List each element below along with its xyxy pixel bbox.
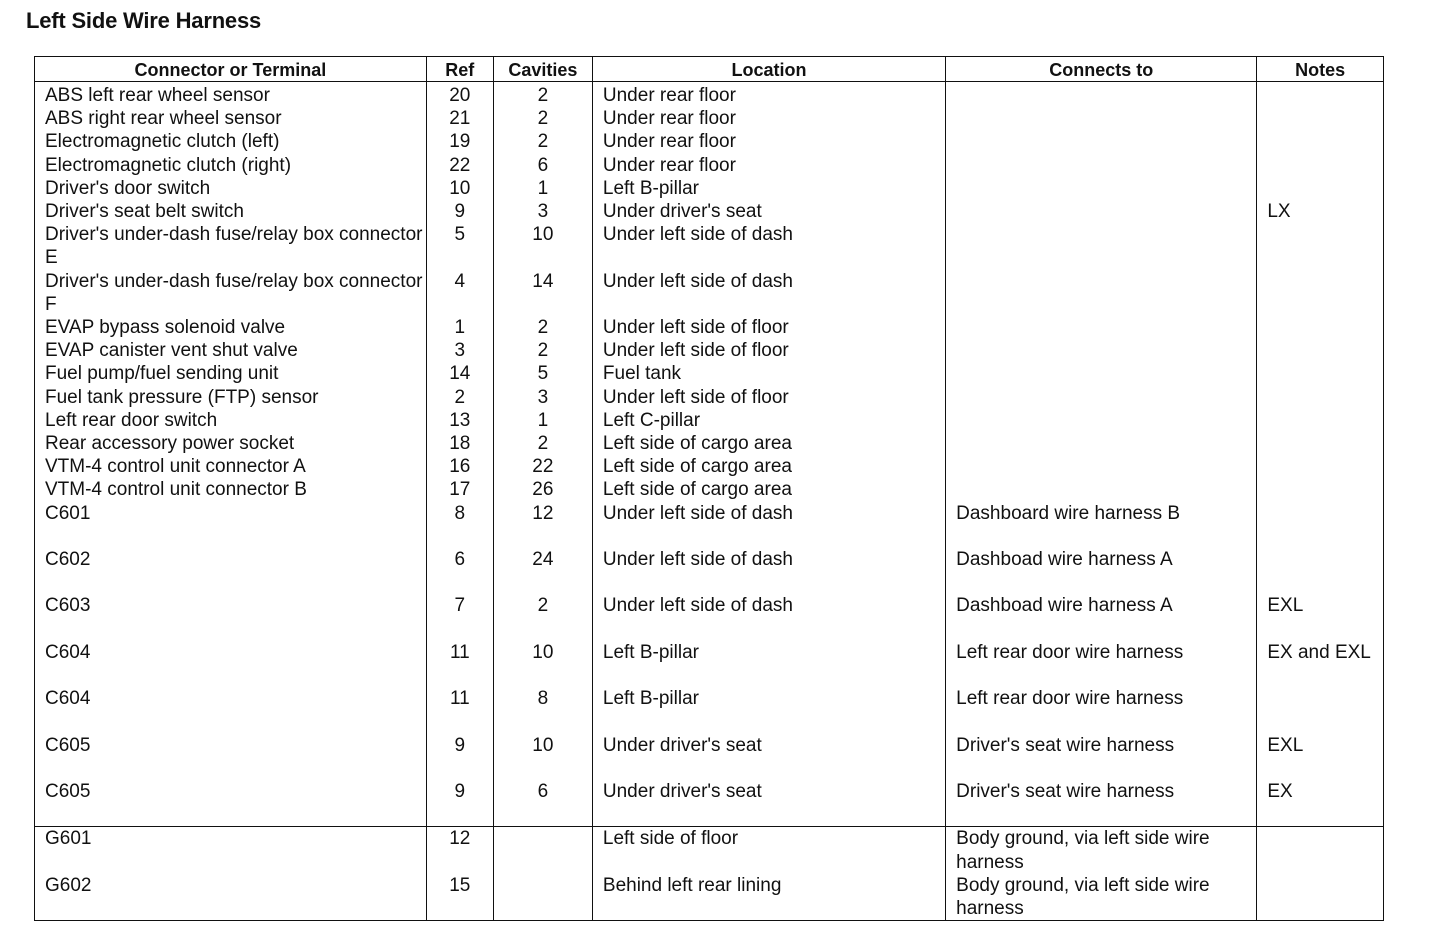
location-cell: Under left side of floor xyxy=(592,386,945,409)
notes-cell xyxy=(1257,339,1383,362)
cavities-cell: 8 xyxy=(493,687,592,733)
connects-to-cell: Body ground, via left side wire harness xyxy=(946,874,1257,920)
notes-cell xyxy=(1257,270,1383,316)
cavities-cell: 12 xyxy=(493,502,592,548)
header-connector: Connector or Terminal xyxy=(35,57,426,82)
notes-cell xyxy=(1257,223,1383,269)
location-cell: Under driver's seat xyxy=(592,734,945,780)
ref-cell: 15 xyxy=(426,874,493,920)
ref-cell: 6 xyxy=(426,548,493,594)
connector-cell: G601 xyxy=(35,827,426,874)
notes-cell: EXL xyxy=(1257,594,1383,640)
connects-to-cell xyxy=(946,82,1257,108)
ref-cell: 20 xyxy=(426,82,493,108)
cavities-cell: 2 xyxy=(493,316,592,339)
ref-cell: 11 xyxy=(426,687,493,733)
connects-to-cell: Dashboard wire harness B xyxy=(946,502,1257,548)
table-row xyxy=(35,154,1383,177)
table-row xyxy=(35,455,1383,478)
table-row xyxy=(35,130,1383,153)
connector-cell: Electromagnetic clutch (left) xyxy=(45,131,280,153)
connects-to-cell xyxy=(946,130,1257,153)
cavities-cell: 24 xyxy=(493,548,592,594)
notes-cell xyxy=(1257,130,1383,153)
ref-cell: 3 xyxy=(426,339,493,362)
ref-cell: 16 xyxy=(426,455,493,478)
notes-cell: EX xyxy=(1257,780,1383,827)
table-row xyxy=(35,687,1383,733)
ref-cell: 8 xyxy=(426,502,493,548)
table-row xyxy=(35,780,1383,827)
location-cell: Under driver's seat xyxy=(592,200,945,223)
ref-cell: 5 xyxy=(426,223,493,269)
ref-cell: 2 xyxy=(426,386,493,409)
ref-cell: 18 xyxy=(426,432,493,455)
location-cell: Fuel tank xyxy=(592,362,945,385)
cavities-cell: 2 xyxy=(493,339,592,362)
connector-cell: ABS right rear wheel sensor xyxy=(45,108,282,130)
connects-to-cell xyxy=(946,362,1257,385)
cavities-cell: 5 xyxy=(493,362,592,385)
connector-cell: G602 xyxy=(45,874,92,896)
connector-cell: EVAP canister vent shut valve xyxy=(45,340,298,362)
cavities-cell: 2 xyxy=(493,594,592,640)
connector-cell: EVAP bypass solenoid valve xyxy=(45,317,286,339)
connector-cell: VTM-4 control unit connector A xyxy=(45,456,306,478)
notes-cell xyxy=(1257,154,1383,177)
connector-cell: Rear accessory power socket xyxy=(45,433,295,455)
connector-cell: VTM-4 control unit connector B xyxy=(45,479,307,501)
ref-cell: 9 xyxy=(426,734,493,780)
cavities-cell: 6 xyxy=(493,780,592,827)
table-row xyxy=(35,409,1383,432)
connects-to-cell xyxy=(946,432,1257,455)
table-row xyxy=(35,316,1383,339)
notes-cell xyxy=(1257,362,1383,385)
ref-cell: 1 xyxy=(426,316,493,339)
table-row xyxy=(35,177,1383,200)
ref-cell: 9 xyxy=(426,780,493,827)
connector-cell: C602 xyxy=(45,549,91,571)
location-cell: Under left side of dash xyxy=(592,548,945,594)
table-row xyxy=(35,386,1383,409)
connects-to-cell xyxy=(946,154,1257,177)
location-cell: Under left side of dash xyxy=(592,502,945,548)
cavities-cell: 10 xyxy=(493,734,592,780)
cavities-cell: 14 xyxy=(493,270,592,316)
ref-cell: 4 xyxy=(426,270,493,316)
notes-cell xyxy=(1257,177,1383,200)
cavities-cell: 10 xyxy=(493,641,592,687)
connects-to-cell xyxy=(946,270,1257,316)
table-row xyxy=(35,548,1383,594)
connects-to-cell: Body ground, via left side wire harness xyxy=(946,827,1257,874)
table-row xyxy=(35,339,1383,362)
notes-cell xyxy=(1257,502,1383,548)
location-cell: Under left side of floor xyxy=(592,339,945,362)
cavities-cell: 3 xyxy=(493,386,592,409)
ref-cell: 19 xyxy=(426,130,493,153)
location-cell: Under rear floor xyxy=(592,82,945,108)
location-cell: Left side of cargo area xyxy=(592,455,945,478)
notes-cell: EXL xyxy=(1257,734,1383,780)
connects-to-cell xyxy=(946,223,1257,269)
header-connects-to: Connects to xyxy=(946,57,1257,82)
connects-to-cell: Left rear door wire harness xyxy=(946,687,1257,733)
connects-to-cell xyxy=(946,339,1257,362)
location-cell: Left side of floor xyxy=(592,827,945,874)
table-row xyxy=(35,641,1383,687)
table-row xyxy=(35,874,1383,920)
table-row xyxy=(35,827,1383,874)
notes-cell xyxy=(1257,386,1383,409)
cavities-cell xyxy=(493,827,592,874)
connector-cell: Driver's door switch xyxy=(45,177,211,199)
connector-cell: C601 xyxy=(45,502,91,524)
table-row xyxy=(35,734,1383,780)
cavities-cell: 3 xyxy=(493,200,592,223)
connector-cell: C604 xyxy=(45,641,91,663)
notes-cell xyxy=(1257,687,1383,733)
connector-cell: ABS left rear wheel sensor xyxy=(45,85,270,106)
header-location: Location xyxy=(592,57,945,82)
cavities-cell: 26 xyxy=(493,478,592,501)
notes-cell xyxy=(1257,874,1383,920)
connects-to-cell xyxy=(946,386,1257,409)
ref-cell: 10 xyxy=(426,177,493,200)
notes-cell xyxy=(1257,827,1383,874)
connects-to-cell: Driver's seat wire harness xyxy=(946,780,1257,827)
cavities-cell xyxy=(493,874,592,920)
table-row xyxy=(35,82,1383,108)
location-cell: Under left side of dash xyxy=(592,270,945,316)
harness-table xyxy=(34,56,1384,921)
cavities-cell: 1 xyxy=(493,177,592,200)
location-cell: Left side of cargo area xyxy=(592,478,945,501)
ref-cell: 22 xyxy=(426,154,493,177)
connects-to-cell xyxy=(946,107,1257,130)
table-row xyxy=(35,107,1383,130)
header-row xyxy=(35,57,1383,82)
notes-cell: LX xyxy=(1257,200,1383,223)
connector-cell: Fuel pump/fuel sending unit xyxy=(45,363,279,385)
ref-cell: 11 xyxy=(426,641,493,687)
connector-cell: Driver's under-dash fuse/relay box connector F xyxy=(45,270,423,315)
cavities-cell: 22 xyxy=(493,455,592,478)
table-row xyxy=(35,432,1383,455)
connects-to-cell xyxy=(946,177,1257,200)
location-cell: Left B-pillar xyxy=(592,687,945,733)
connects-to-cell xyxy=(946,200,1257,223)
cavities-cell: 1 xyxy=(493,409,592,432)
location-cell: Under left side of floor xyxy=(592,316,945,339)
connects-to-cell: Driver's seat wire harness xyxy=(946,734,1257,780)
connector-cell: Electromagnetic clutch (right) xyxy=(45,154,292,176)
connector-cell: C603 xyxy=(45,595,91,617)
table-row xyxy=(35,200,1383,223)
cavities-cell: 2 xyxy=(493,130,592,153)
connects-to-cell xyxy=(946,478,1257,501)
connects-to-cell xyxy=(946,316,1257,339)
table-row xyxy=(35,362,1383,385)
location-cell: Under driver's seat xyxy=(592,780,945,827)
notes-cell xyxy=(1257,409,1383,432)
location-cell: Under rear floor xyxy=(592,107,945,130)
location-cell: Left B-pillar xyxy=(592,177,945,200)
location-cell: Left side of cargo area xyxy=(592,432,945,455)
location-cell: Under rear floor xyxy=(592,130,945,153)
notes-cell xyxy=(1257,548,1383,594)
ref-cell: 7 xyxy=(426,594,493,640)
connector-cell: C605 xyxy=(45,781,91,802)
ref-cell: 13 xyxy=(426,409,493,432)
page-title: Left Side Wire Harness xyxy=(26,8,262,33)
ref-cell: 9 xyxy=(426,200,493,223)
connects-to-cell xyxy=(946,409,1257,432)
connector-cell: C604 xyxy=(45,688,91,710)
notes-cell xyxy=(1257,432,1383,455)
location-cell: Under rear floor xyxy=(592,154,945,177)
connector-cell: Left rear door switch xyxy=(45,409,218,431)
cavities-cell: 10 xyxy=(493,223,592,269)
location-cell: Under left side of dash xyxy=(592,594,945,640)
cavities-cell: 6 xyxy=(493,154,592,177)
header-notes: Notes xyxy=(1257,57,1383,82)
cavities-cell: 2 xyxy=(493,82,592,108)
table-row xyxy=(35,594,1383,640)
header-cavities: Cavities xyxy=(493,57,592,82)
notes-cell xyxy=(1257,478,1383,501)
header-ref: Ref xyxy=(426,57,493,82)
connects-to-cell: Dashboad wire harness A xyxy=(946,594,1257,640)
notes-cell xyxy=(1257,455,1383,478)
cavities-cell: 2 xyxy=(493,432,592,455)
connects-to-cell: Dashboad wire harness A xyxy=(946,548,1257,594)
connector-cell: Fuel tank pressure (FTP) sensor xyxy=(45,386,319,408)
connects-to-cell: Left rear door wire harness xyxy=(946,641,1257,687)
notes-cell: EX and EXL xyxy=(1257,641,1383,687)
ref-cell: 12 xyxy=(426,827,493,874)
ref-cell: 21 xyxy=(426,107,493,130)
cavities-cell: 2 xyxy=(493,107,592,130)
connector-cell: Driver's under-dash fuse/relay box connector E xyxy=(45,224,423,269)
ref-cell: 14 xyxy=(426,362,493,385)
connector-cell: C605 xyxy=(45,734,91,756)
location-cell: Under left side of dash xyxy=(592,223,945,269)
notes-cell xyxy=(1257,82,1383,108)
table-row xyxy=(35,478,1383,501)
notes-cell xyxy=(1257,316,1383,339)
connector-cell: Driver's seat belt switch xyxy=(45,201,244,223)
notes-cell xyxy=(1257,107,1383,130)
location-cell: Left B-pillar xyxy=(592,641,945,687)
table-row xyxy=(35,502,1383,548)
connects-to-cell xyxy=(946,455,1257,478)
table-row xyxy=(35,223,1383,269)
location-cell: Behind left rear lining xyxy=(592,874,945,920)
table-row xyxy=(35,270,1383,316)
ref-cell: 17 xyxy=(426,478,493,501)
location-cell: Left C-pillar xyxy=(592,409,945,432)
